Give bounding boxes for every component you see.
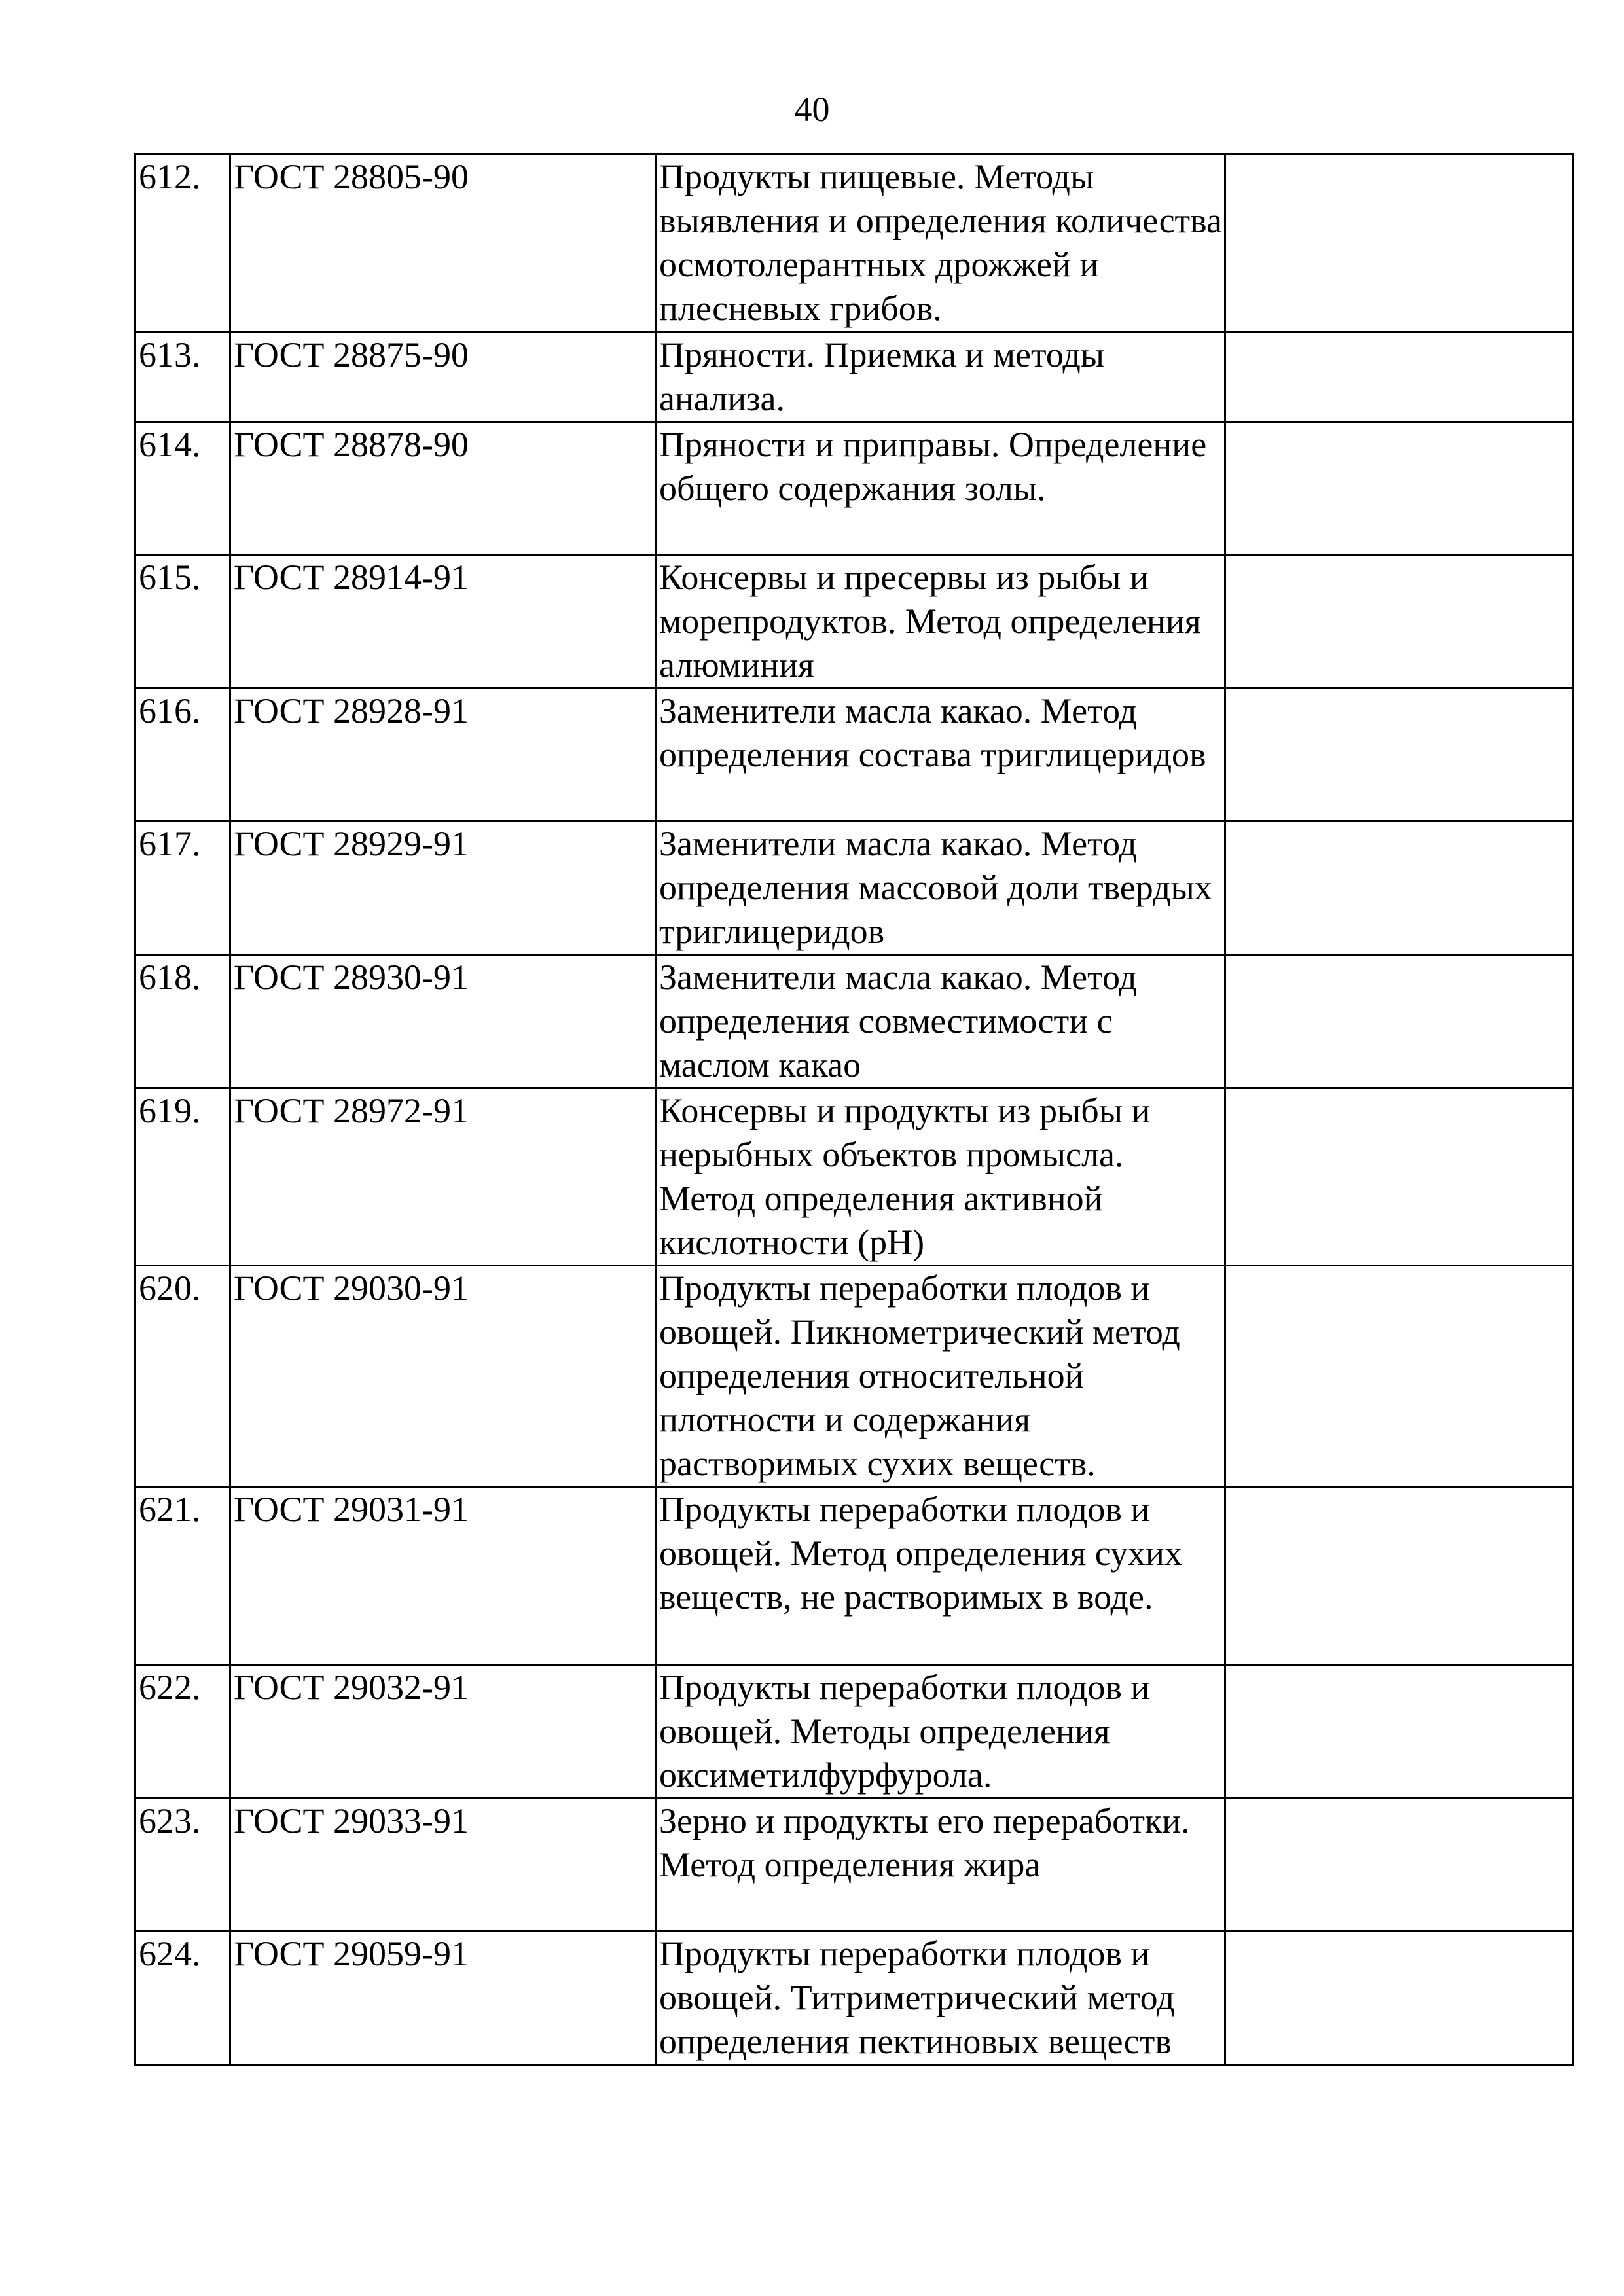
row-number: 622. (135, 1665, 230, 1799)
standard-title: Заменители масла какао. Метод определения массовой доли твердых триглицеридов (656, 821, 1225, 955)
row-number: 613. (135, 332, 230, 422)
table-row (135, 1487, 1574, 1665)
row-number: 617. (135, 821, 230, 955)
standard-code: ГОСТ 29032-91 (230, 1665, 656, 1799)
row-number: 615. (135, 555, 230, 689)
note-cell (1225, 1487, 1574, 1665)
standard-title: Продукты пищевые. Методы выявления и определения количества осмотолерантных дрожжей и плесневых грибов. (656, 154, 1225, 332)
table-row (135, 555, 1574, 689)
table-row (135, 689, 1574, 821)
table-row (135, 821, 1574, 955)
standard-code: ГОСТ 28972-91 (230, 1088, 656, 1266)
standard-code: ГОСТ 29030-91 (230, 1266, 656, 1487)
standards-table-body (135, 154, 1574, 2065)
standard-title: Заменители масла какао. Метод определения состава триглицеридов (656, 689, 1225, 821)
standard-code: ГОСТ 28875-90 (230, 332, 656, 422)
table-row (135, 154, 1574, 332)
table-row (135, 1665, 1574, 1799)
standard-code: ГОСТ 28929-91 (230, 821, 656, 955)
row-number: 623. (135, 1799, 230, 1931)
standard-code: ГОСТ 28805-90 (230, 154, 656, 332)
standard-title: Продукты переработки плодов и овощей. Титриметрический метод определения пектиновых веществ (656, 1931, 1225, 2065)
note-cell (1225, 1088, 1574, 1266)
standard-title: Пряности и приправы. Определение общего содержания золы. (656, 422, 1225, 555)
standard-title: Продукты переработки плодов и овощей. Пикнометрический метод определения относительной плотности и содержания растворимых сухих веществ. (656, 1266, 1225, 1487)
standard-title: Заменители масла какао. Метод определения совместимости с маслом какао (656, 955, 1225, 1088)
table-row (135, 422, 1574, 555)
table-row (135, 1931, 1574, 2065)
note-cell (1225, 555, 1574, 689)
standard-title: Консервы и продукты из рыбы и нерыбных объектов промысла. Метод определения активной кислотности (pH) (656, 1088, 1225, 1266)
row-number: 621. (135, 1487, 230, 1665)
standard-code: ГОСТ 28930-91 (230, 955, 656, 1088)
row-number: 624. (135, 1931, 230, 2065)
standard-code: ГОСТ 28914-91 (230, 555, 656, 689)
standard-code: ГОСТ 28928-91 (230, 689, 656, 821)
page-number: 40 (794, 90, 830, 129)
standard-code: ГОСТ 29059-91 (230, 1931, 656, 2065)
note-cell (1225, 1266, 1574, 1487)
note-cell (1225, 1799, 1574, 1931)
standard-code: ГОСТ 28878-90 (230, 422, 656, 555)
note-cell (1225, 1665, 1574, 1799)
standard-code: ГОСТ 29031-91 (230, 1487, 656, 1665)
standard-title: Продукты переработки плодов и овощей. Методы определения оксиметилфурфурола. (656, 1665, 1225, 1799)
standard-title: Продукты переработки плодов и овощей. Метод определения сухих веществ, не растворимых в воде. (656, 1487, 1225, 1665)
standard-title: Зерно и продукты его переработки. Метод определения жира (656, 1799, 1225, 1931)
note-cell (1225, 154, 1574, 332)
row-number: 616. (135, 689, 230, 821)
note-cell (1225, 1931, 1574, 2065)
note-cell (1225, 689, 1574, 821)
standard-title: Пряности. Приемка и методы анализа. (656, 332, 1225, 422)
note-cell (1225, 955, 1574, 1088)
row-number: 618. (135, 955, 230, 1088)
note-cell (1225, 821, 1574, 955)
table-row (135, 955, 1574, 1088)
table-row (135, 1266, 1574, 1487)
table-row (135, 1799, 1574, 1931)
standard-code: ГОСТ 29033-91 (230, 1799, 656, 1931)
row-number: 614. (135, 422, 230, 555)
row-number: 612. (135, 154, 230, 332)
standards-table (134, 153, 1574, 2066)
standard-title: Консервы и пресервы из рыбы и морепродуктов. Метод определения алюминия (656, 555, 1225, 689)
note-cell (1225, 422, 1574, 555)
table-row (135, 1088, 1574, 1266)
table-row (135, 332, 1574, 422)
row-number: 619. (135, 1088, 230, 1266)
row-number: 620. (135, 1266, 230, 1487)
note-cell (1225, 332, 1574, 422)
